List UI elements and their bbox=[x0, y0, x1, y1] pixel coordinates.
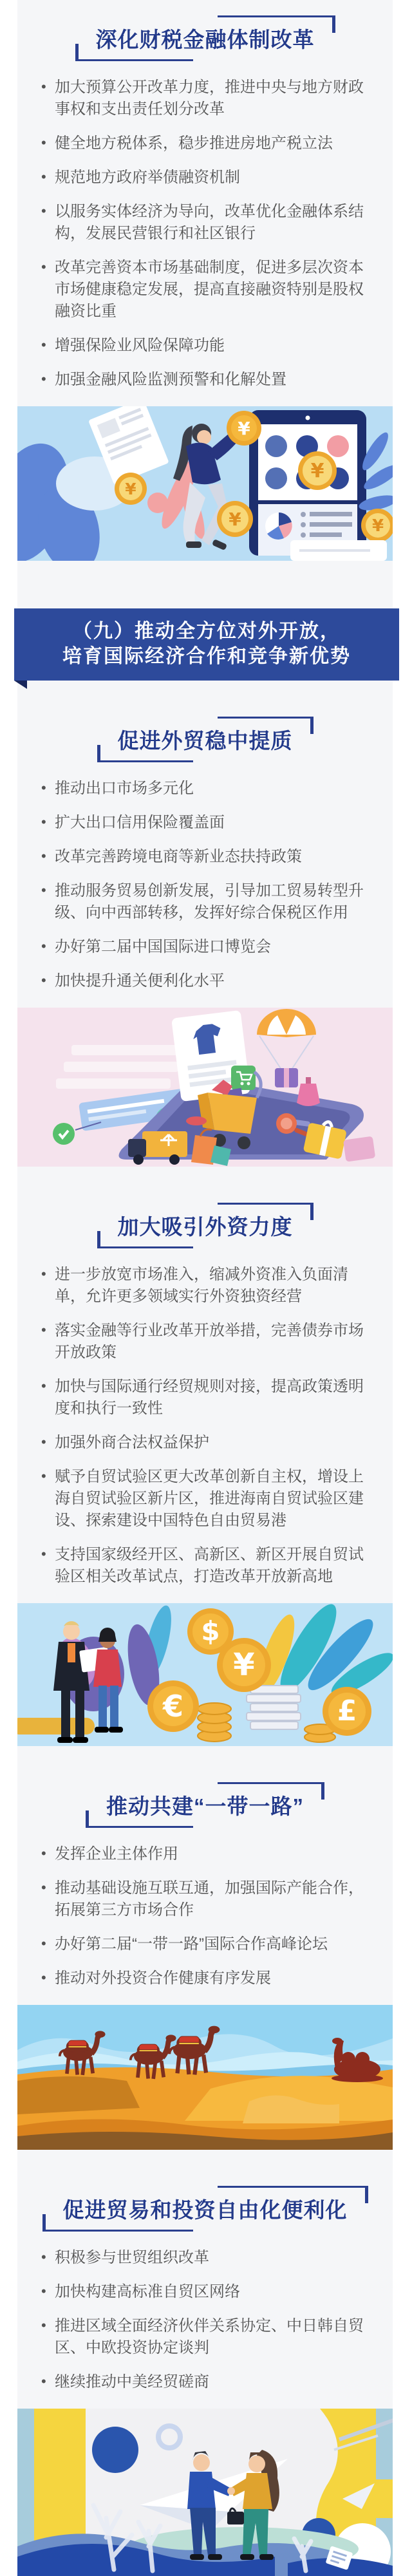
svg-text:¥: ¥ bbox=[238, 418, 250, 439]
section-title-text: 加大吸引外资力度 bbox=[113, 1204, 298, 1247]
bullet-item: • 继续推动中美经贸磋商 bbox=[41, 2371, 376, 2393]
bullet-item: • 落实金融等行业改革开放举措，完善债券市场开放政策 bbox=[41, 1320, 376, 1364]
bullet-item: • 发挥企业主体作用 bbox=[41, 1843, 376, 1865]
section-title-fiscal-finance bbox=[17, 17, 393, 60]
illustration-handshake bbox=[17, 2409, 393, 2576]
bullet-item: • 规范地方政府举债融资机制 bbox=[41, 167, 376, 189]
bullet-item: • 加快提升通关便利化水平 bbox=[41, 970, 376, 992]
svg-text:¥: ¥ bbox=[371, 516, 384, 536]
section-title-text: 深化财税金融体制改革 bbox=[91, 17, 320, 60]
illustration-online-shopping bbox=[17, 1008, 393, 1167]
section-title-text: 促进贸易和投资自由化便利化 bbox=[58, 2187, 353, 2230]
section-title-text: 促进外贸稳中提质 bbox=[113, 718, 298, 761]
section-title-foreign-investment bbox=[17, 1204, 393, 1247]
bullet-list-belt-and-road bbox=[17, 1843, 393, 1989]
chapter-banner bbox=[14, 608, 399, 681]
bullet-item: • 办好第二届中国国际进口博览会 bbox=[41, 936, 376, 958]
svg-text:¥: ¥ bbox=[233, 1647, 255, 1683]
svg-text:¥: ¥ bbox=[125, 480, 136, 498]
svg-text:¥: ¥ bbox=[310, 460, 324, 482]
bullet-item: • 加快与国际通行经贸规则对接，提高政策透明度和执行一致性 bbox=[41, 1376, 376, 1420]
section-title-text: 推动共建“一带一路” bbox=[101, 1783, 309, 1827]
bullet-list-foreign-trade bbox=[17, 778, 393, 992]
bullet-item: • 改革完善资本市场基础制度，促进多层次资本市场健康稳定发展，提高直接融资特别是股权融资比重 bbox=[41, 257, 376, 323]
bullet-item: • 积极参与世贸组织改革 bbox=[41, 2247, 376, 2269]
bullet-item: • 加强外商合法权益保护 bbox=[41, 1432, 376, 1454]
bullet-item: • 推动基础设施互联互通，加强国际产能合作，拓展第三方市场合作 bbox=[41, 1877, 376, 1921]
bullet-item: • 健全地方税体系，稳步推进房地产税立法 bbox=[41, 133, 376, 155]
section-title-foreign-trade bbox=[17, 718, 393, 761]
bullet-list-trade-liberalization bbox=[17, 2247, 393, 2393]
bullet-item: • 办好第二届“一带一路”国际合作高峰论坛 bbox=[41, 1933, 376, 1955]
svg-text:¥: ¥ bbox=[229, 509, 241, 530]
bullet-item: • 推动出口市场多元化 bbox=[41, 778, 376, 800]
content-column bbox=[17, 0, 393, 2435]
bullet-item: • 推进区域全面经济伙伴关系协定、中日韩自贸区、中欧投资协定谈判 bbox=[41, 2315, 376, 2359]
illustration-finance-reform bbox=[17, 406, 393, 561]
section-title-belt-and-road bbox=[17, 1783, 393, 1827]
bullet-item: • 进一步放宽市场准入，缩减外资准入负面清单，允许更多领域实行外资独资经营 bbox=[41, 1264, 376, 1308]
bullet-item: • 增强保险业风险保障功能 bbox=[41, 335, 376, 357]
banner-fold bbox=[14, 681, 27, 689]
illustration-belt-and-road-camels bbox=[17, 2005, 393, 2150]
chapter-banner-line1: （九）推动全方位对外开放， bbox=[73, 621, 341, 642]
chapter-banner-line2: 培育国际经济合作和竞争新优势 bbox=[62, 646, 351, 667]
bullet-item: • 以服务实体经济为导向，改革优化金融体系结构，发展民营银行和社区银行 bbox=[41, 201, 376, 245]
bullet-item: • 加大预算公开改革力度，推进中央与地方财政事权和支出责任划分改革 bbox=[41, 77, 376, 120]
bullet-item: • 改革完善跨境电商等新业态扶持政策 bbox=[41, 846, 376, 868]
section-title-trade-liberalization bbox=[17, 2187, 393, 2230]
svg-text:€: € bbox=[162, 1689, 184, 1724]
bullet-item: • 加强金融风险监测预警和化解处置 bbox=[41, 369, 376, 391]
svg-text:$: $ bbox=[201, 1615, 220, 1647]
illustration-foreign-investment bbox=[17, 1603, 393, 1746]
bullet-list-foreign-investment bbox=[17, 1264, 393, 1588]
bullet-item: • 推动服务贸易创新发展，引导加工贸易转型升级、向中西部转移，发挥好综合保税区作用 bbox=[41, 880, 376, 924]
svg-text:£: £ bbox=[337, 1695, 357, 1727]
bullet-item: • 推动对外投资合作健康有序发展 bbox=[41, 1968, 376, 1989]
bullet-item: • 加快构建高标准自贸区网络 bbox=[41, 2281, 376, 2303]
bullet-list-fiscal-finance bbox=[17, 77, 393, 391]
bullet-item: • 赋予自贸试验区更大改革创新自主权，增设上海自贸试验区新片区，推进海南自贸试验区建设、探索建设中国特色自由贸易港 bbox=[41, 1466, 376, 1532]
bullet-item: • 扩大出口信用保险覆盖面 bbox=[41, 812, 376, 834]
bullet-item: • 支持国家级经开区、高新区、新区开展自贸试验区相关改革试点，打造改革开放新高地 bbox=[41, 1544, 376, 1588]
